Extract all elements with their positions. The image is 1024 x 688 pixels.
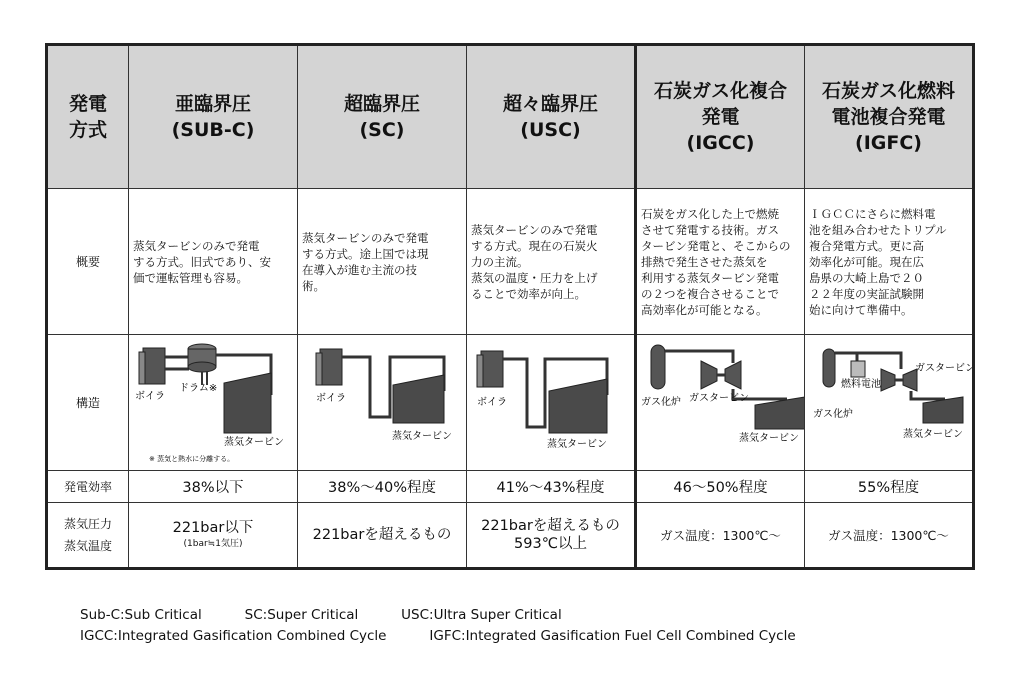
structure-igfc xyxy=(805,335,974,471)
pressure-usc xyxy=(467,503,636,569)
pressure-subc-value: 221bar以下 xyxy=(172,520,254,536)
overview-label: 概要 xyxy=(47,189,129,335)
sc-diagram xyxy=(298,335,465,466)
igcc-gasifier-label: ガス化炉 xyxy=(641,397,681,408)
pressure-subc xyxy=(129,503,298,569)
header-subc xyxy=(129,45,298,189)
overview-subc xyxy=(129,189,298,335)
pressure-subc-note: (1bar≒1気圧) xyxy=(183,539,243,549)
header-igcc-text: 石炭ガス化複合 発電 (IGCC) xyxy=(653,80,787,154)
pressure-label-text: 蒸気圧力 蒸気温度 xyxy=(63,517,112,553)
pressure-label xyxy=(47,503,129,569)
header-subc-text: 亜臨界圧 (SUB-C) xyxy=(171,93,255,141)
pressure-usc-value: 221barを超えるもの 593℃以上 xyxy=(481,518,620,552)
pressure-sc: 221barを超えるもの xyxy=(298,503,467,569)
overview-usc-text: 蒸気タービンのみで発電 する方式。現在の石炭火 力の主流。 蒸気の温度・圧力を上げ ることで効率が向上。 xyxy=(471,222,598,301)
efficiency-label: 発電効率 xyxy=(47,471,129,503)
efficiency-igcc: 46〜50%程度 xyxy=(636,471,805,503)
igcc-gasturbine-label: ガスタービン xyxy=(689,393,749,404)
pressure-igfc: ガス温度：1300℃〜 xyxy=(805,503,974,569)
overview-usc xyxy=(467,189,636,335)
igfc-fuelcell-label: 燃料電池 xyxy=(841,379,881,390)
structure-subc xyxy=(129,335,298,471)
structure-igcc xyxy=(636,335,805,471)
efficiency-sc: 38%〜40%程度 xyxy=(298,471,467,503)
overview-igcc-text: 石炭をガス化した上で燃焼 させて発電する技術。ガス タービン発電と、そこからの 排熱で発生させた蒸気を 利用する蒸気タービン発電 の２つを複合させることで 高効率化が可能となる。 xyxy=(641,206,791,317)
overview-sc xyxy=(298,189,467,335)
overview-igcc xyxy=(636,189,805,335)
legend-line-2: IGCC:Integrated Gasification Combined Cycle IGFC:Integrated Gasification Fuel Cell Combined Cycle xyxy=(80,628,796,644)
igcc-diagram xyxy=(637,335,804,466)
legend-line-1: Sub-C:Sub Critical SC:Super Critical USC:Ultra Super Critical xyxy=(80,607,562,623)
efficiency-row xyxy=(47,471,974,503)
header-igfc-text: 石炭ガス化燃料 電池複合発電 (IGFC) xyxy=(821,80,955,154)
subc-drum-note: ※ 蒸気と熱水に分離する。 xyxy=(149,455,235,463)
structure-row xyxy=(47,335,974,471)
efficiency-subc: 38%以下 xyxy=(129,471,298,503)
subc-diagram xyxy=(129,335,296,466)
header-igfc xyxy=(805,45,974,189)
usc-turbine-label: 蒸気タービン xyxy=(547,439,607,450)
header-igcc xyxy=(636,45,805,189)
header-sc xyxy=(298,45,467,189)
structure-usc xyxy=(467,335,636,471)
igcc-steamturbine-label: 蒸気タービン xyxy=(739,433,799,444)
header-row xyxy=(47,45,974,189)
pressure-igcc: ガス温度：1300℃〜 xyxy=(636,503,805,569)
subc-drum-label: ドラム※ xyxy=(179,383,218,394)
header-method-text: 発電 方式 xyxy=(68,93,107,141)
overview-row xyxy=(47,189,974,335)
subc-turbine-label: 蒸気タービン xyxy=(224,437,284,448)
structure-label: 構造 xyxy=(47,335,129,471)
igfc-gasifier-label: ガス化炉 xyxy=(813,409,853,420)
comparison-table xyxy=(45,43,975,570)
header-sc-text: 超臨界圧 (SC) xyxy=(343,93,420,141)
igfc-gasturbine-label: ガスタービン xyxy=(915,363,972,374)
structure-sc xyxy=(298,335,467,471)
igfc-diagram xyxy=(805,335,972,466)
usc-diagram xyxy=(467,335,634,466)
header-method xyxy=(47,45,129,189)
header-usc-text: 超々臨界圧 (USC) xyxy=(502,93,598,141)
efficiency-usc: 41%〜43%程度 xyxy=(467,471,636,503)
sc-turbine-label: 蒸気タービン xyxy=(392,431,452,442)
pressure-row xyxy=(47,503,974,569)
efficiency-igfc: 55%程度 xyxy=(805,471,974,503)
header-usc xyxy=(467,45,636,189)
sc-boiler-label: ボイラ xyxy=(316,393,346,404)
overview-igfc xyxy=(805,189,974,335)
subc-boiler-label: ボイラ xyxy=(135,391,165,402)
igfc-steamturbine-label: 蒸気タービン xyxy=(903,429,963,440)
overview-subc-text: 蒸気タービンのみで発電 する方式。旧式であり、安 価で運転管理も容易。 xyxy=(133,238,271,285)
usc-boiler-label: ボイラ xyxy=(477,397,507,408)
overview-igfc-text: ＩＧＣＣにさらに燃料電 池を組み合わせたトリプル 複合発電方式。更に高 効率化が可能。現在広 島県の大崎上島で２０ ２２年度の実証試験開 始に向けて準備中。 xyxy=(809,206,947,317)
overview-sc-text: 蒸気タービンのみで発電 する方式。途上国では現 在導入が進む主流の技 術。 xyxy=(302,230,429,293)
